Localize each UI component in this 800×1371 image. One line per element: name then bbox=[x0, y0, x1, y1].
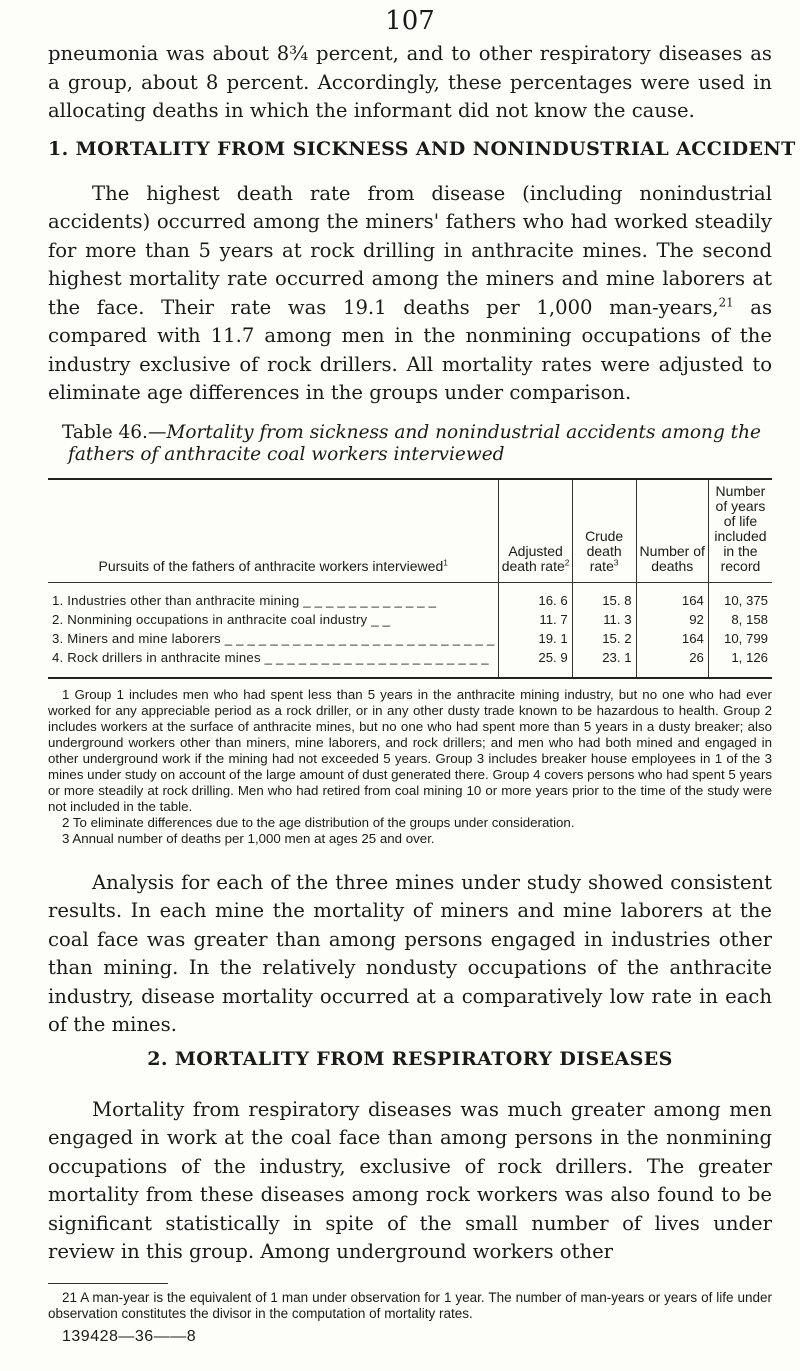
table-note: 1 Group 1 includes men who had spent less than 5 years in the anthracite mining industry, but no one who had ever worked for any appreciable period as a rock driller, or in any other dusty trade known to be hazardous to health. Group 2 includes workers at the surface of anthracite mines, but no one who had spent more than 5 years in a dusty breaker; also underground workers other than miners, mine laborers, and rock drillers; and men who had both mined and engaged in other underground work if the mining had not exceeded 5 years. Group 3 includes breaker house employees in 1 of the 3 mines under study on account of the large amount of dust generated there. Group 4 covers persons who had spent 5 years or more steadily at rock drilling. Men who had retired from coal mining 10 or more years prior to the time of the study were not included in the table. bbox=[48, 686, 772, 814]
table-row bbox=[48, 629, 772, 648]
document-page bbox=[48, 0, 796, 1346]
header-pursuits: Pursuits of the fathers of anthracite workers interviewed$^1$ bbox=[48, 480, 499, 583]
footnote-21: 21 A man-year is the equivalent of 1 man under observation for 1 year. The number of man-years or years of life under observation constitutes the divisor in the computation of mortality rates. bbox=[48, 1289, 772, 1321]
section-1-heading: 1. MORTALITY FROM SICKNESS AND NONINDUSTRIAL ACCIDENT bbox=[48, 137, 796, 160]
table-label: Table 46. bbox=[62, 421, 148, 443]
cell-crude: 23. 1 bbox=[572, 648, 636, 677]
printer-signature: 139428—36——8 bbox=[62, 1327, 197, 1345]
footnote-reference: 21 bbox=[718, 294, 734, 309]
section-1-text-a: The highest death rate from disease (including nonindustrial accidents) occurred among the miners' fathers who had worked steadily for more than 5 years at rock drilling in anthracite mines. The second highest mortality rate occurred among the miners and mine laborers at the face. Their rate was 19.1 deaths per 1,000 man-years, bbox=[48, 181, 772, 319]
cell-deaths: 26 bbox=[636, 648, 708, 677]
row-label: 3. Miners and mine laborers _ _ _ _ _ _ _ _ _ _ _ _ _ _ _ _ _ _ _ _ _ _ _ _ bbox=[52, 630, 495, 646]
section-1-text-b: as compared with 11.7 among men in the nonmining occupations of the industry exclusive of rock drillers. All mortality rates were adjusted to eliminate age differences in the groups under comparison. bbox=[48, 295, 773, 404]
header-years: Number of years of life included in the record bbox=[708, 480, 772, 583]
cell-deaths: 92 bbox=[636, 610, 708, 629]
table-caption bbox=[48, 422, 772, 466]
cell-crude: 11. 3 bbox=[572, 610, 636, 629]
page-number: 107 bbox=[385, 6, 435, 36]
header-deaths: Number of deaths bbox=[636, 480, 708, 583]
table-header-row bbox=[48, 480, 772, 583]
cell-adjusted: 25. 9 bbox=[499, 648, 572, 677]
row-label: 4. Rock drillers in anthracite mines _ _ _ _ _ _ _ _ _ _ _ _ _ _ _ _ _ _ _ _ bbox=[52, 649, 489, 665]
row-label: 1. Industries other than anthracite mining _ _ _ _ _ _ _ _ _ _ _ _ bbox=[52, 592, 437, 608]
footnote-divider bbox=[48, 1283, 168, 1284]
cell-years: 10, 799 bbox=[708, 629, 772, 648]
cell-deaths: 164 bbox=[636, 629, 708, 648]
cell-adjusted: 11. 7 bbox=[499, 610, 572, 629]
section-1-paragraph bbox=[48, 180, 772, 408]
header-crude: Crude death rate$^3$ bbox=[572, 480, 636, 583]
table-note: 2 To eliminate differences due to the age distribution of the groups under consideration. bbox=[62, 814, 575, 830]
cell-years: 8, 158 bbox=[708, 610, 772, 629]
table-title: —Mortality from sickness and nonindustrial accidents among the fathers of anthracite coal workers interviewed bbox=[68, 421, 761, 465]
table-row bbox=[48, 648, 772, 677]
mortality-table bbox=[48, 478, 772, 679]
section-2-paragraph: Mortality from respiratory diseases was much greater among men engaged in work at the coal face than among persons in the nonmining occupations of the industry, exclusive of rock drillers. The greater mortality from these diseases among rock workers was also found to be significant statistically in spite of the small number of lives under review in this group. Among underground workers other bbox=[48, 1097, 772, 1263]
cell-adjusted: 16. 6 bbox=[499, 582, 572, 610]
cell-deaths: 164 bbox=[636, 582, 708, 610]
cell-adjusted: 19. 1 bbox=[499, 629, 572, 648]
row-label: 2. Nonmining occupations in anthracite coal industry _ _ bbox=[52, 611, 391, 627]
cell-years: 10, 375 bbox=[708, 582, 772, 610]
cell-crude: 15. 2 bbox=[572, 629, 636, 648]
table-row bbox=[48, 610, 772, 629]
table-note: 3 Annual number of deaths per 1,000 men at ages 25 and over. bbox=[62, 830, 435, 846]
section-2-heading: 2. MORTALITY FROM RESPIRATORY DISEASES bbox=[147, 1047, 673, 1070]
table-row bbox=[48, 582, 772, 610]
intro-paragraph: pneumonia was about 8¾ percent, and to other respiratory diseases as a group, about 8 percent. Accordingly, these percentages were used in allocating deaths in which the informant did not know the cause. bbox=[48, 42, 772, 122]
cell-crude: 15. 8 bbox=[572, 582, 636, 610]
header-adjusted: Adjusted death rate$^2$ bbox=[499, 480, 572, 583]
cell-years: 1, 126 bbox=[708, 648, 772, 677]
table-notes bbox=[48, 687, 772, 847]
analysis-paragraph: Analysis for each of the three mines under study showed consistent results. In each mine the mortality of miners and mine laborers at the coal face was greater than among persons engaged in industries other than mining. In the relatively nondusty occupations of the anthracite industry, disease mortality occurred at a comparatively low rate in each of the mines. bbox=[48, 870, 772, 1036]
